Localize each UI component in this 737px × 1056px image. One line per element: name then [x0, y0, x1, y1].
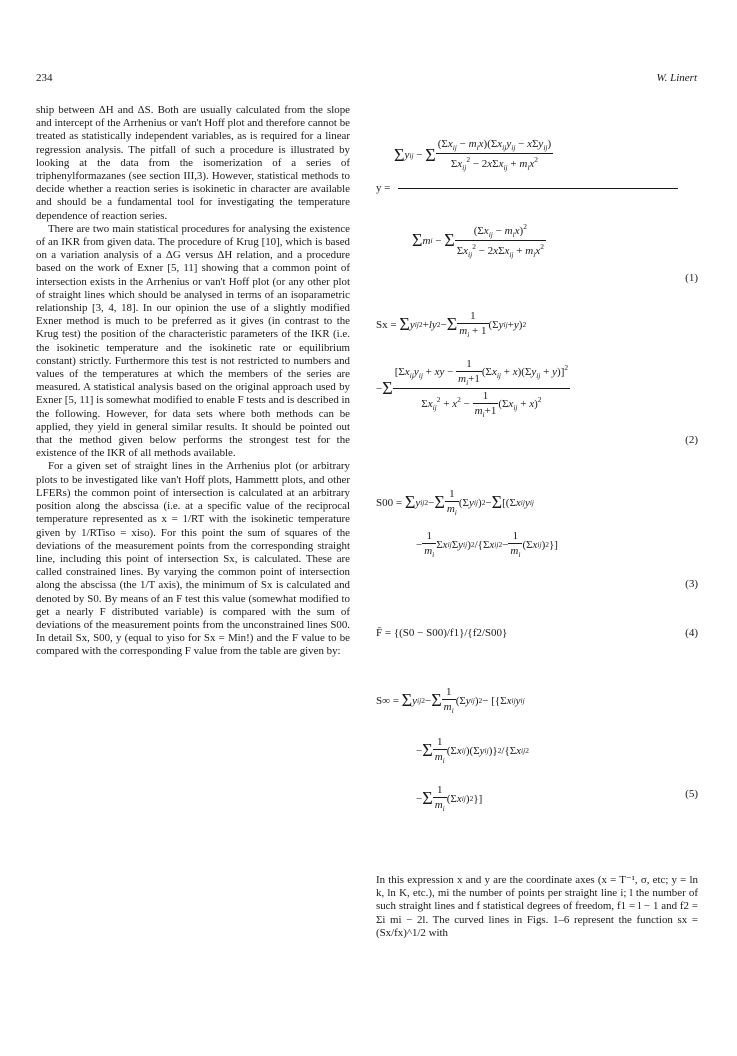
equation-number: (1) [685, 272, 698, 284]
paragraph: For a given set of straight lines in the Arrhenius plot (or arbitrary plots to be investigated like van't Hoff plots, Hammettt plots, and other LFERs) the common point of intersection is calculated at an arbitrary position along the abscissa (i.e. at a specific value of the reciprocal temperature represented as x = 1/RT with the isokinetic temperature given by 1/RTiso = xiso). For this point the sum of squares of the deviations of the measurement points from the corresponding straight line, including this point of intersection Sx, is calculated. These are called constrained lines. By varying the common point of intersection along the abscissa (the 1/T axis), the minimum of Sx is calculated and denoted by S0. By means of an F test this value (somewhat modified to get a nearly F distributed variable) is compared with the sum of deviations of the measurement points from the unconstrained lines S00. In detail Sx, S00, y (equal to yiso for Sx = Min!) and the F value to be compared with the corresponding F value from the table are given by: [36, 460, 350, 658]
right-column-paragraph: In this expression x and y are the coordinate axes (x = T⁻¹, σ, etc; y = ln k, ln K, etc.), mi the number of points per straight line i; l the number of such straight lines and f statistical degrees of freedom, f1 = l − 1 and f2 = Σi mi − 2l. The curved lines in Figs. 1–6 represent the function sx = (Sx/fx)^1/2 with [376, 874, 698, 939]
equation-lhs: y = [376, 182, 391, 194]
equation-2: Sx = Σ y ij 2 + ly 2 − Σ $\frac{1}{m_i + 1}$ (Σ y ij + y ) 2 − Σ [$\Sigma x_{ij}y_{ij}$ + xy − $\frac{1}{m_i+1}$ $(\Sigma x_{ij} + x)(\Sigma y_{ij} + y)]^2$ $\Sigma x_{ij}^2 + x^2$ − $\frac{1}{m_i+1}$ $(\Sigma x_{ij} + x)^2$ (2) [376, 310, 698, 446]
paragraph: ship between ΔH and ΔS. Both are usually calculated from the slope and intercept of the Arrhenius or van't Hoff plot and therefore cannot be treated as statistically independent variables, as is required for a linear regression analysis. The pitfall of such a procedure is illustrated by looking at the data from the isomerization of a series of triphenylformazanes (see section III,3). However, statistical methods to decide whether a reaction series is isokinetic in character are available and should be a fundamental tool for investigating the temperature dependence of reaction series. [36, 104, 350, 222]
left-column [36, 104, 350, 659]
equation-number: (4) [685, 627, 698, 639]
equation-3: S00 = Σ y ij 2 − Σ $\frac{1}{m_i}$ (Σ y ij ) 2 − Σ [(Σ x ij y ij − $\frac{1}{m_i}$ Σ x ij Σ y ij ) 2 /{Σ x ij 2 − $\frac{1}{m_i}$ (Σ x ij ) 2 }] (3) [376, 488, 698, 590]
equation-5: S∞ = Σ y ij 2 − Σ $\frac{1}{m_i}$ (Σ y ij ) 2 − [{Σ x ij y ij − Σ $\frac{1}{m_i}$ (Σ x ij )(Σ y ij )} 2 /{Σ x ij 2 − Σ $\frac{1}{m_i}$ (Σ x ij ) 2 }] (5) [376, 686, 698, 813]
equation-number: (5) [685, 788, 698, 800]
equation-text: F̄ = {(S0 − S00)/f1}/{f2/S00} [376, 627, 508, 639]
page-number: 234 [36, 72, 53, 84]
equation-number: (2) [685, 434, 698, 446]
equation-number: (3) [685, 578, 698, 590]
paragraph: There are two main statistical procedures for analysing the existence of an IKR from given data. The procedure of Krug [10], which is based on a variation analysis of a ΔG versus ΔH relation, and a procedure based on the work of Exner [5, 11] showing that a common point of intersection exists in the Arrhenius or van't Hoff plot (or any other plot of straight lines which should be analysed in terms of an isoparametric relationship [3, 4, 18]. In our opinion the use of a slightly modified Exner method is much to be preferred as it gives (in contrast to the Krug test) the position of the characteristic parameters of the IKR (i.e. the isokinetic temperature and the isokinetic rate or equilibrium constant) strictly. Furthermore this test is not restricted to numbers and values of the temperatures at which the members of the series are measured. A statistical analysis based on the original approach used by Exner [5, 11] is somewhat modified to enable F tests and is described in the following. However, for data sets where both methods can be applied, they yield in general similar results. It should be pointed out that the method given below performs the strongest test for the existence of the IKR of all methods available. [36, 222, 350, 460]
equation-lhs: Sx = [376, 318, 397, 331]
equation-lhs: S∞ = [376, 694, 399, 707]
running-header-author: W. Linert [656, 72, 697, 84]
equation-lhs: S00 = [376, 496, 403, 509]
equation-4 [376, 627, 698, 647]
equation-1: Σ y ij − Σ $\frac{(\Sigma x_{ij} - m_ix)(\Sigma x_{ij}y_{ij} - x\Sigma y_{ij})}{\Sigma x_{ij}^2 - 2x\Sigma x_{ij} + m_ix^2}$ y = Σ m i − Σ $\frac{(\Sigma x_{ij} - m_ix)^2}{\Sigma x_{ij}^2 - 2x\Sigma x_{ij} + m_ix^2}$ (1) [376, 138, 698, 284]
